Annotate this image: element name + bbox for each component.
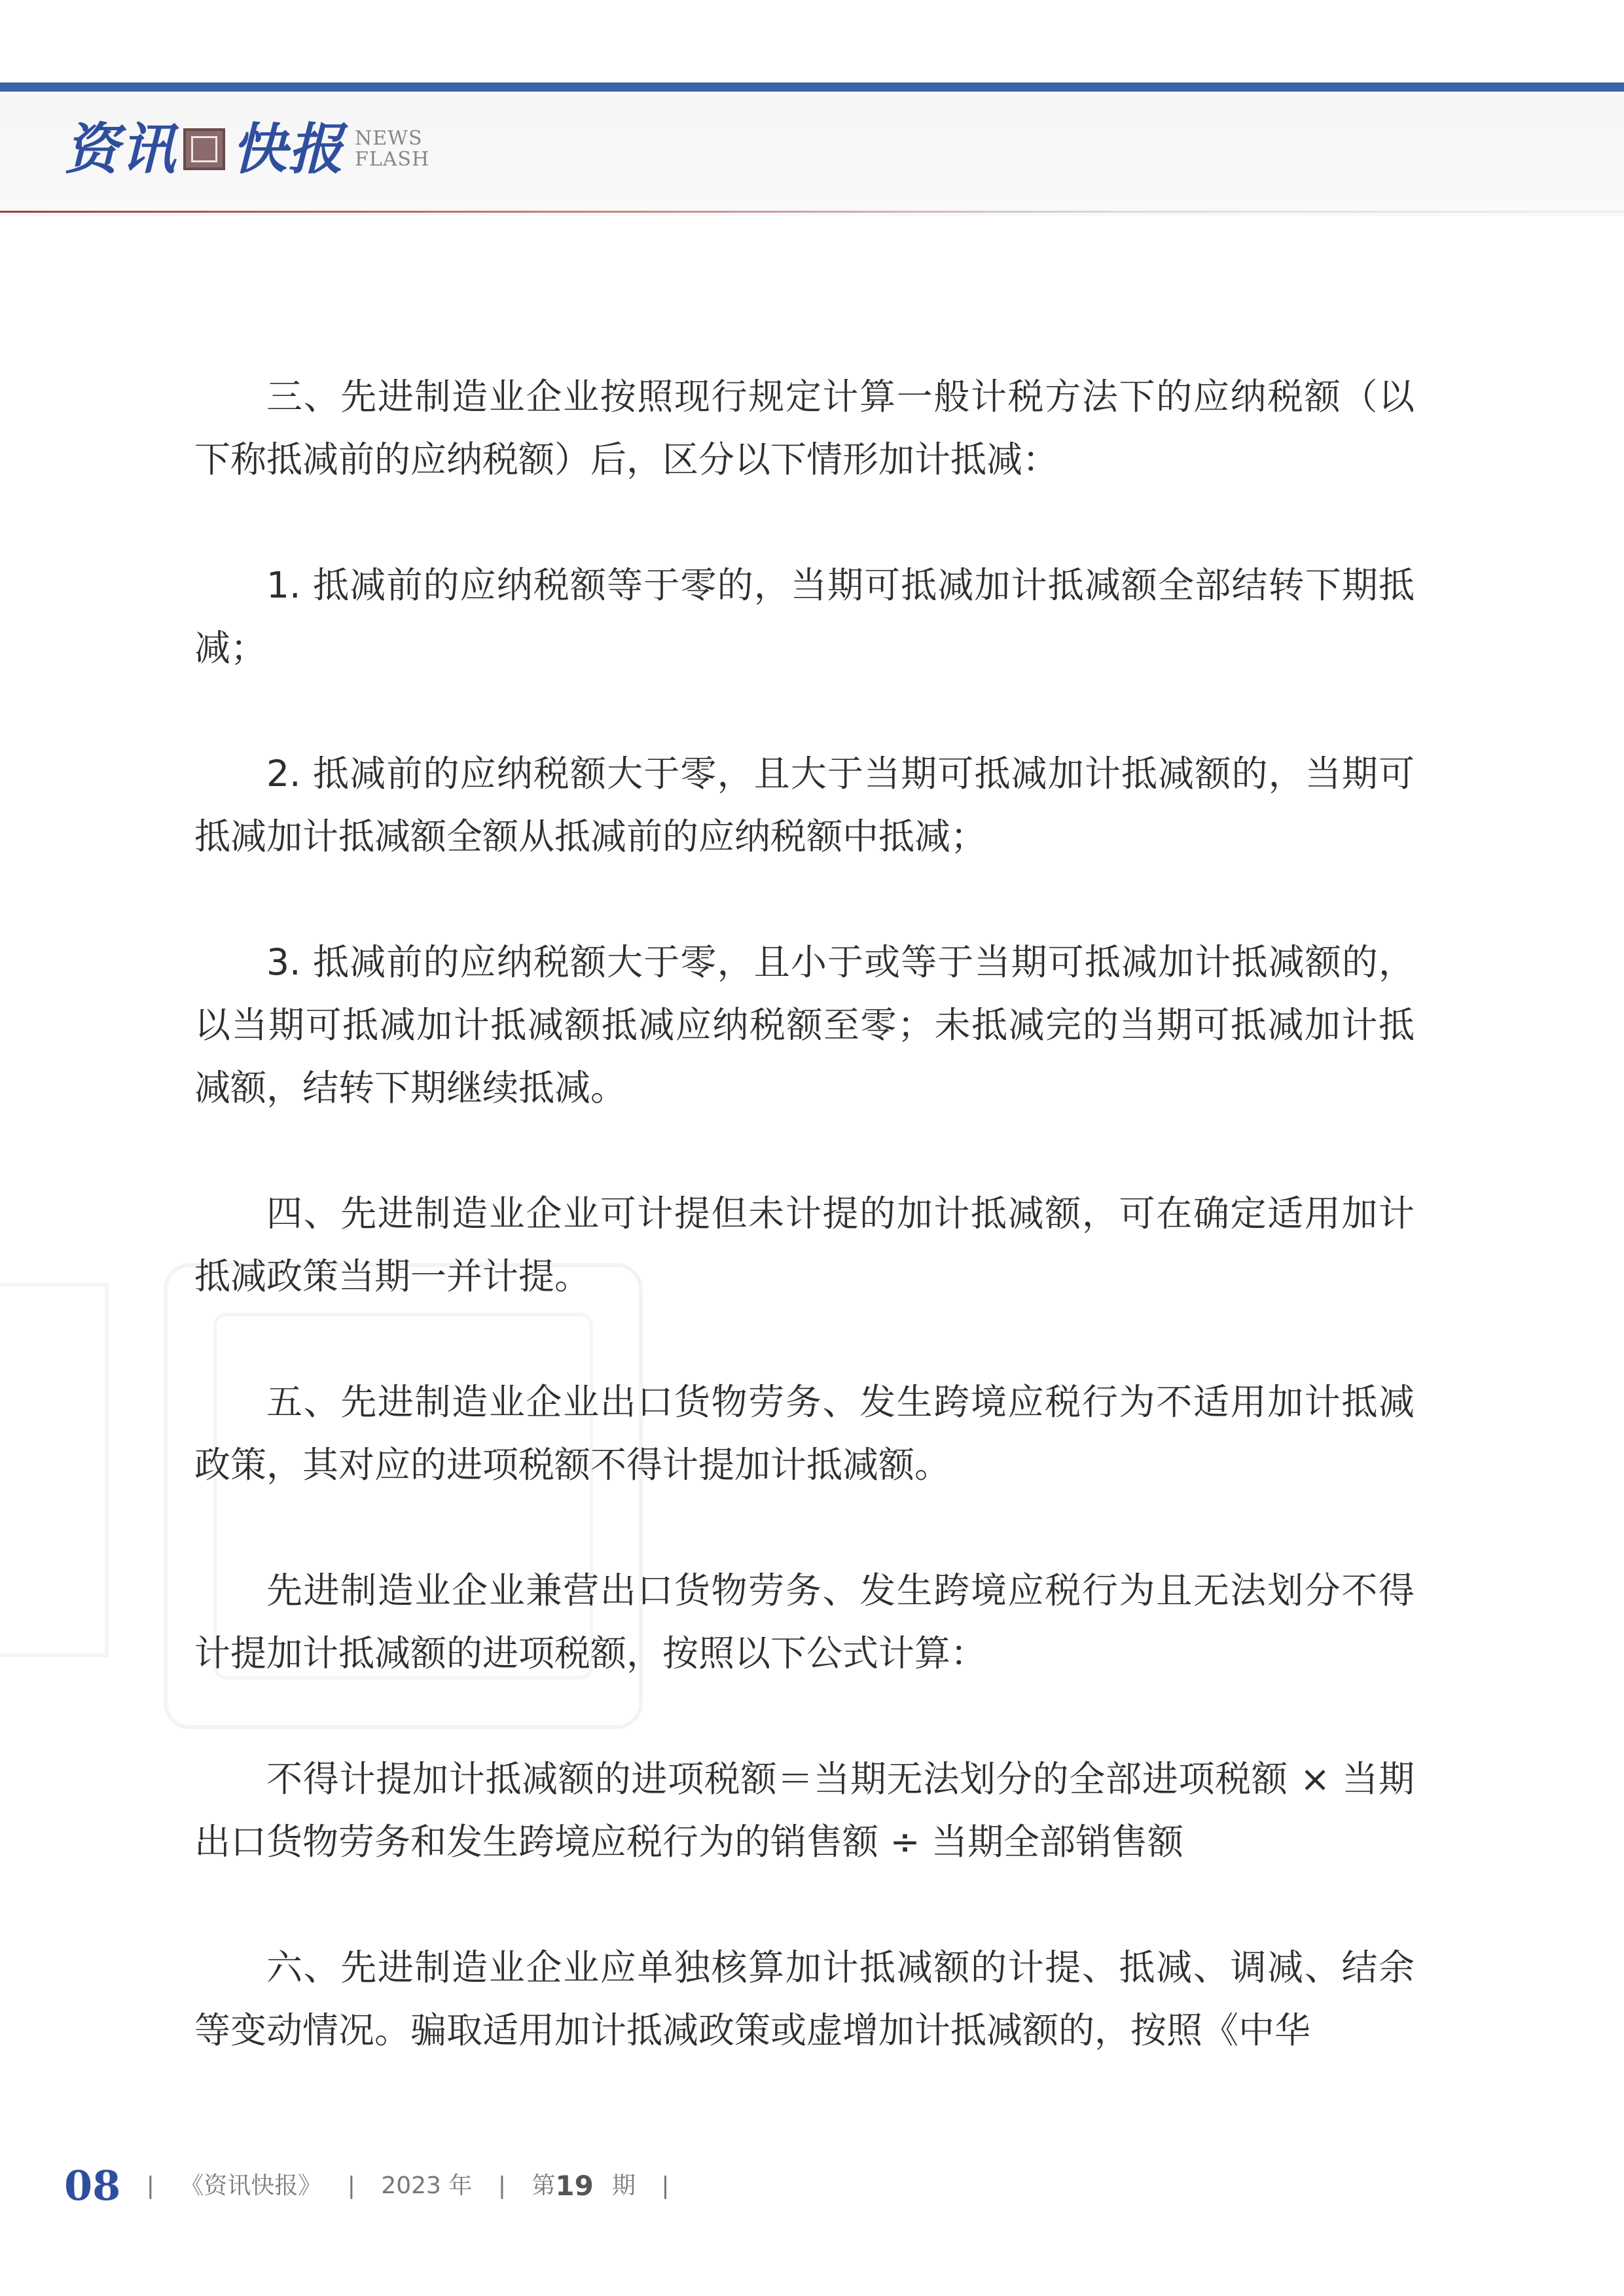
article-body xyxy=(194,365,1415,2062)
footer-separator: | xyxy=(490,2172,514,2199)
seal-icon xyxy=(183,128,225,170)
brand-logo xyxy=(64,117,429,182)
page-footer xyxy=(64,2160,669,2212)
paragraph-item-3: 3. 抵减前的应纳税额大于零，且小于或等于当期可抵减加计抵减额的，以当期可抵减加计抵减额抵减应纳税额至零；未抵减完的当期可抵减加计抵减额，结转下期继续抵减。 xyxy=(194,941,1415,1109)
paragraph-article-5-continued: 先进制造业企业兼营出口货物劳务、发生跨境应税行为且无法划分不得计提加计抵减额的进项税额，按照以下公式计算： xyxy=(194,1570,1415,1674)
footer-publication: 《资讯快报》 xyxy=(180,2172,322,2199)
footer-issue-suffix: 期 xyxy=(611,2172,636,2199)
brand-subtitle xyxy=(355,128,429,170)
brand-title-right: 快报 xyxy=(232,117,345,181)
paragraph-article-4: 四、先进制造业企业可计提但未计提的加计抵减额，可在确定适用加计抵减政策当期一并计提。 xyxy=(194,1193,1415,1297)
footer-issue-prefix: 第 xyxy=(532,2172,556,2199)
footer-separator: | xyxy=(139,2172,162,2199)
footer-year: 2023 年 xyxy=(381,2172,473,2199)
paragraph-item-2: 2. 抵减前的应纳税额大于零，且大于当期可抵减加计抵减额的，当期可抵减加计抵减额全额从抵减前的应纳税额中抵减； xyxy=(194,753,1415,857)
paragraph-formula: 不得计提加计抵减额的进项税额＝当期无法划分的全部进项税额 × 当期出口货物劳务和发生跨境应税行为的销售额 ÷ 当期全部销售额 xyxy=(194,1758,1415,1863)
header-bottom-rule xyxy=(0,211,1624,213)
brand-subtitle-line1: NEWS xyxy=(355,127,423,150)
paragraph-article-6: 六、先进制造业企业应单独核算加计抵减额的计提、抵减、调减、结余等变动情况。骗取适用加计抵减政策或虚增加计抵减额的，按照《中华 xyxy=(194,1946,1415,2051)
footer-separator: | xyxy=(340,2172,363,2199)
background-watermark-left xyxy=(0,1283,109,1657)
paragraph-item-1: 1. 抵减前的应纳税额等于零的，当期可抵减加计抵减额全部结转下期抵减； xyxy=(194,564,1415,669)
footer-separator: | xyxy=(653,2172,670,2199)
paragraph-article-5: 五、先进制造业企业出口货物劳务、发生跨境应税行为不适用加计抵减政策，其对应的进项税额不得计提加计抵减额。 xyxy=(194,1381,1415,1486)
page-number: 08 xyxy=(64,2162,121,2210)
footer-issue-number: 19 xyxy=(555,2170,594,2202)
header-top-rule xyxy=(0,82,1624,92)
page-header xyxy=(0,0,1624,216)
brand-title-left: 资讯 xyxy=(64,117,177,181)
paragraph-article-3: 三、先进制造业企业按照现行规定计算一般计税方法下的应纳税额（以下称抵减前的应纳税额）后，区分以下情形加计抵减： xyxy=(194,376,1415,480)
brand-subtitle-line2: FLASH xyxy=(355,148,430,171)
